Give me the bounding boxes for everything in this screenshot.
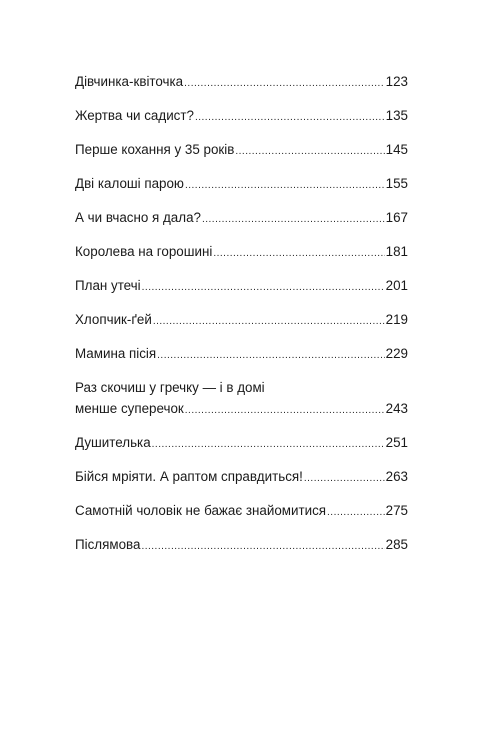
toc-entry	[75, 377, 408, 421]
toc-entry	[75, 500, 408, 523]
toc-dot-leader	[202, 209, 385, 230]
toc-entry-title: Дівчинка-квіточка	[75, 74, 184, 89]
table-of-contents	[75, 71, 408, 568]
toc-entry	[75, 534, 408, 557]
toc-dot-leader	[157, 345, 385, 366]
toc-entry-title: Королева на горошині	[75, 244, 213, 259]
toc-dot-leader	[195, 107, 385, 128]
toc-entry-page: 155	[385, 176, 408, 191]
toc-entry-title: Післямова	[75, 537, 141, 552]
toc-entry	[75, 466, 408, 489]
toc-dot-leader	[142, 277, 385, 298]
toc-dot-leader	[304, 468, 385, 489]
toc-entry	[75, 432, 408, 455]
toc-entry	[75, 139, 408, 162]
toc-entry-title-line1: Раз скочиш у гречку — і в домі	[75, 380, 265, 395]
toc-entry-title: План утечі	[75, 278, 141, 293]
toc-entry-page: 263	[385, 469, 408, 484]
toc-dot-leader	[153, 311, 385, 332]
toc-entry-title: Хлопчик-ґей	[75, 312, 152, 327]
toc-dot-leader	[185, 400, 385, 421]
toc-entry-page: 145	[385, 142, 408, 157]
toc-entry-title: Дві калоші парою	[75, 176, 184, 191]
toc-entry	[75, 309, 408, 332]
toc-dot-leader	[213, 243, 384, 264]
toc-entry-page: 135	[385, 108, 408, 123]
toc-dot-leader	[152, 434, 385, 455]
toc-entry-title: Перше кохання у 35 років	[75, 142, 235, 157]
toc-entry-page: 285	[385, 537, 408, 552]
toc-dot-leader	[185, 175, 385, 196]
toc-entry-page: 243	[385, 401, 408, 416]
toc-entry	[75, 207, 408, 230]
toc-entry	[75, 173, 408, 196]
toc-dot-leader	[235, 141, 384, 162]
toc-dot-leader	[327, 502, 385, 523]
toc-entry-page: 123	[385, 74, 408, 89]
toc-entry	[75, 105, 408, 128]
toc-dot-leader	[184, 73, 385, 94]
toc-entry-title: Жертва чи садист?	[75, 108, 194, 123]
toc-entry-page: 167	[385, 210, 408, 225]
toc-entry-page: 275	[385, 503, 408, 518]
toc-entry	[75, 71, 408, 94]
toc-entry	[75, 343, 408, 366]
toc-entry-title: Мамина пісія	[75, 346, 157, 361]
toc-entry-page: 229	[385, 346, 408, 361]
toc-entry-page: 219	[385, 312, 408, 327]
toc-entry	[75, 241, 408, 264]
toc-entry-title: А чи вчасно я дала?	[75, 210, 201, 225]
toc-entry-title: Бійся мріяти. А раптом справдиться!	[75, 469, 303, 484]
toc-entry-page: 201	[385, 278, 408, 293]
toc-entry	[75, 275, 408, 298]
toc-dot-leader	[141, 536, 384, 557]
toc-entry-page: 251	[385, 435, 408, 450]
toc-entry-title: менше суперечок	[75, 401, 184, 416]
toc-entry-title: Душителька	[75, 435, 151, 450]
toc-entry-title: Самотній чоловік не бажає знайомитися	[75, 503, 327, 518]
toc-entry-page: 181	[385, 244, 408, 259]
